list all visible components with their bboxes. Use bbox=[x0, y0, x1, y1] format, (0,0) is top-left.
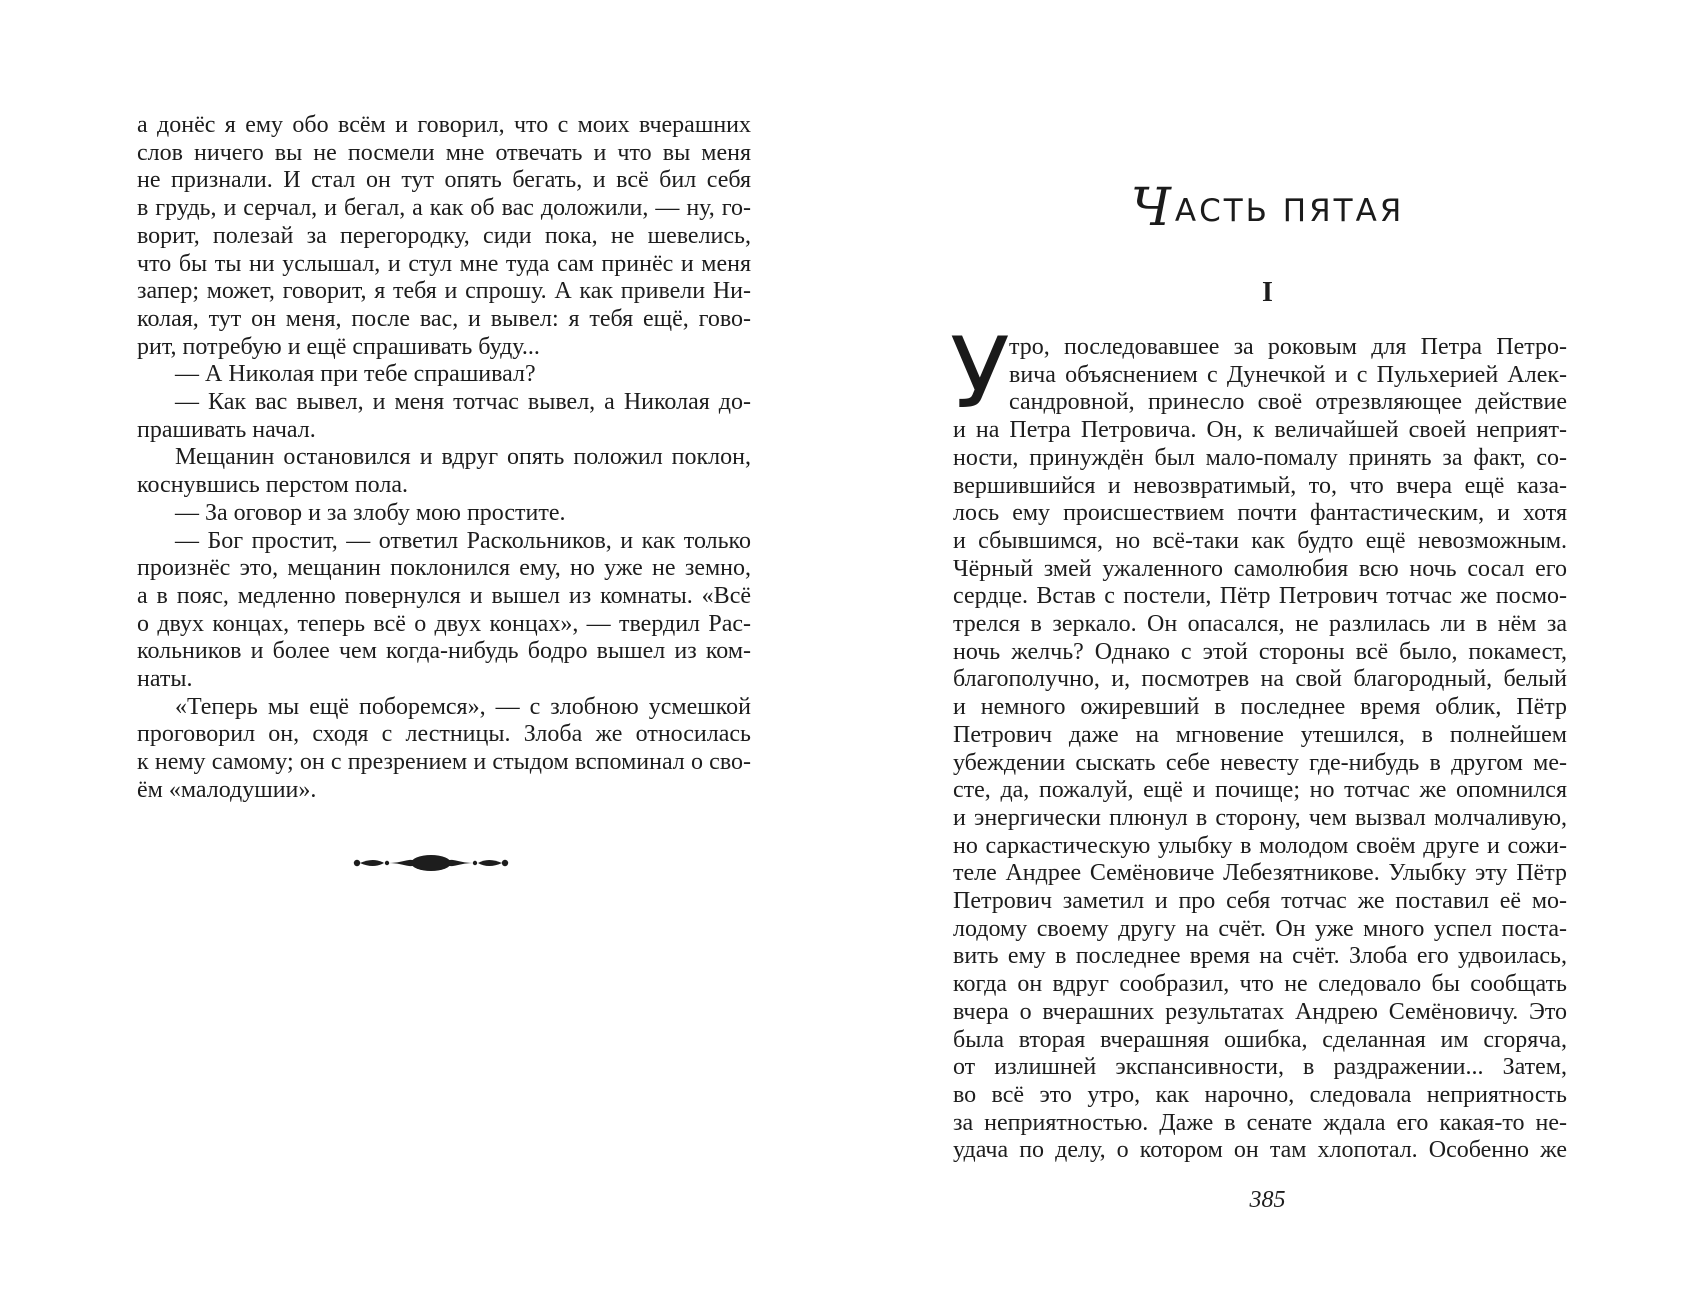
text-line: ворит, полезай за перегородку, сиди пока, не шевелись, bbox=[137, 222, 751, 249]
text-line: вчера о вчерашних результатах Андрею Семёновичу. Это bbox=[953, 998, 1567, 1025]
text-line: не признали. И стал он тут опять бегать, и всё бил себя bbox=[137, 167, 751, 194]
text-line: за неприятностью. Даже в сенате ждала его какая-то не- bbox=[953, 1109, 1567, 1136]
right-page bbox=[845, 0, 1690, 1312]
text-line: вича объяснением с Дунечкой и с Пульхерией Алек- bbox=[1009, 361, 1567, 388]
text-line: наты. bbox=[137, 666, 193, 693]
section-end-ornament-icon bbox=[353, 850, 509, 876]
text-line: лось ему происшествием почти фантастическим, и хотя bbox=[953, 500, 1567, 527]
text-line: кольников и более чем когда-нибудь бодро вышел из ком- bbox=[137, 638, 751, 665]
text-line: сте, да, пожалуй, ещё и почище; но тотчас же опомнился bbox=[953, 777, 1567, 804]
text-line: вить ему в последнее время на счёт. Злоба его удвоилась, bbox=[953, 943, 1567, 970]
text-line: Петрович даже на мгновение утешился, в полнейшем bbox=[953, 721, 1567, 748]
page-number: 385 bbox=[1249, 1187, 1286, 1213]
text-line: сандровной, принесло своё отрезвляющее действие bbox=[1009, 389, 1567, 416]
text-line: произнёс это, мещанин поклонился ему, но уже не земно, bbox=[137, 555, 751, 582]
paragraph-start: Мещанин остановился и вдруг опять положил поклон, bbox=[175, 444, 751, 471]
text-line: благополучно, и, посмотрев на свой благородный, белый bbox=[953, 666, 1567, 693]
text-line: убеждении сыскать себе невесту где-нибудь в другом ме- bbox=[953, 749, 1567, 776]
dialogue-line: — За оговор и за злобу мою простите. bbox=[175, 499, 566, 526]
part-title bbox=[845, 178, 1690, 238]
text-line: а в пояс, медленно повернулся и вышел из комнаты. «Всё bbox=[137, 582, 751, 609]
text-line: удача по делу, о котором он там хлопотал. Особенно же bbox=[953, 1137, 1567, 1164]
left-page-text bbox=[137, 112, 751, 805]
text-line: и на Петра Петровича. Он, к величайшей своей неприят- bbox=[953, 417, 1567, 444]
part-title-initial: Ч bbox=[1130, 178, 1174, 238]
right-page-text bbox=[950, 317, 1567, 1165]
text-line: от излишней экспансивности, в раздражении... Затем, bbox=[953, 1054, 1567, 1081]
text-line: когда он вдруг сообразил, что не следовало бы сообщать bbox=[953, 971, 1567, 998]
text-line: колая, тут он меня, после вас, и вывел: я тебя ещё, гово- bbox=[137, 305, 751, 332]
text-line: и энергически плюнул в сторону, чем вызвал молчаливую, bbox=[953, 804, 1567, 831]
chapter-number: I bbox=[1262, 277, 1273, 308]
text-line: о двух концах, теперь всё о двух концах», — твердил Рас- bbox=[137, 610, 751, 637]
text-line: теле Андрее Семёновиче Лебезятникове. Улыбку эту Пётр bbox=[953, 860, 1567, 887]
dialogue-line: — А Николая при тебе спрашивал? bbox=[175, 361, 536, 388]
dialogue-line: — Как вас вывел, и меня тотчас вывел, а Николая до- bbox=[175, 389, 751, 416]
text-line: тро, последовавшее за роковым для Петра Петро- bbox=[1009, 334, 1567, 360]
text-line: во всё это утро, как нарочно, следовала неприятность bbox=[953, 1081, 1567, 1108]
part-title-rest: АСТЬ ПЯТАЯ bbox=[1174, 193, 1405, 229]
text-line: а донёс я ему обо всём и говорил, что с моих вчерашних bbox=[137, 112, 751, 138]
text-line: ности, принуждён был мало-помалу принять за факт, со- bbox=[953, 444, 1567, 471]
drop-cap: У bbox=[950, 317, 1010, 431]
text-line: проговорил он, сходя с лестницы. Злоба же относилась bbox=[137, 721, 751, 748]
text-line: но саркастическую улыбку в молодом своём друге и сожи- bbox=[953, 832, 1567, 859]
dialogue-line: — Бог простит, — ответил Раскольников, и как только bbox=[175, 527, 751, 554]
text-line: и сбывшимся, но всё-таки как будто ещё невозможным. bbox=[953, 527, 1567, 554]
text-line: слов ничего вы не посмели мне отвечать и что вы меня bbox=[137, 139, 751, 166]
text-line: ночь желчь? Однако с этой стороны всё было, покамест, bbox=[953, 638, 1567, 665]
text-line: вершившийся и невозвратимый, то, что вчера ещё каза- bbox=[953, 472, 1567, 499]
text-line: коснувшись перстом пола. bbox=[137, 472, 408, 499]
text-line: и немного ожиревший в последнее время облик, Пётр bbox=[953, 694, 1567, 721]
text-line: прашивать начал. bbox=[137, 416, 316, 443]
text-line: Чёрный змей ужаленного самолюбия всю ночь сосал его bbox=[953, 555, 1567, 582]
text-line: ём «малодушии». bbox=[137, 776, 317, 803]
text-line: трелся в зеркало. Он опасался, не разлилась ли в нём за bbox=[953, 611, 1567, 638]
text-line: рит, потребую и ещё спрашивать буду... bbox=[137, 333, 540, 360]
text-line: что бы ты ни услышал, и стул мне туда сам принёс и меня bbox=[137, 250, 751, 277]
text-line: была вторая вчерашняя ошибка, сделанная им сгоряча, bbox=[953, 1026, 1567, 1053]
text-line: сердце. Встав с постели, Пётр Петрович тотчас же посмо- bbox=[953, 583, 1567, 610]
text-line: Петрович заметил и про себя тотчас же поставил её мо- bbox=[953, 888, 1567, 915]
paragraph-start: «Теперь мы ещё поборемся», — с злобною усмешкой bbox=[175, 693, 751, 720]
text-line: в грудь, и серчал, и бегал, а как об вас доложили, — ну, го- bbox=[137, 195, 751, 222]
text-line: к нему самому; он с презрением и стыдом вспоминал о сво- bbox=[137, 749, 751, 776]
text-line: запер; может, говорит, я тебя и спрошу. А как привели Ни- bbox=[137, 278, 751, 305]
text-line: лодому своему другу на счёт. Он уже много успел поста- bbox=[953, 915, 1567, 942]
